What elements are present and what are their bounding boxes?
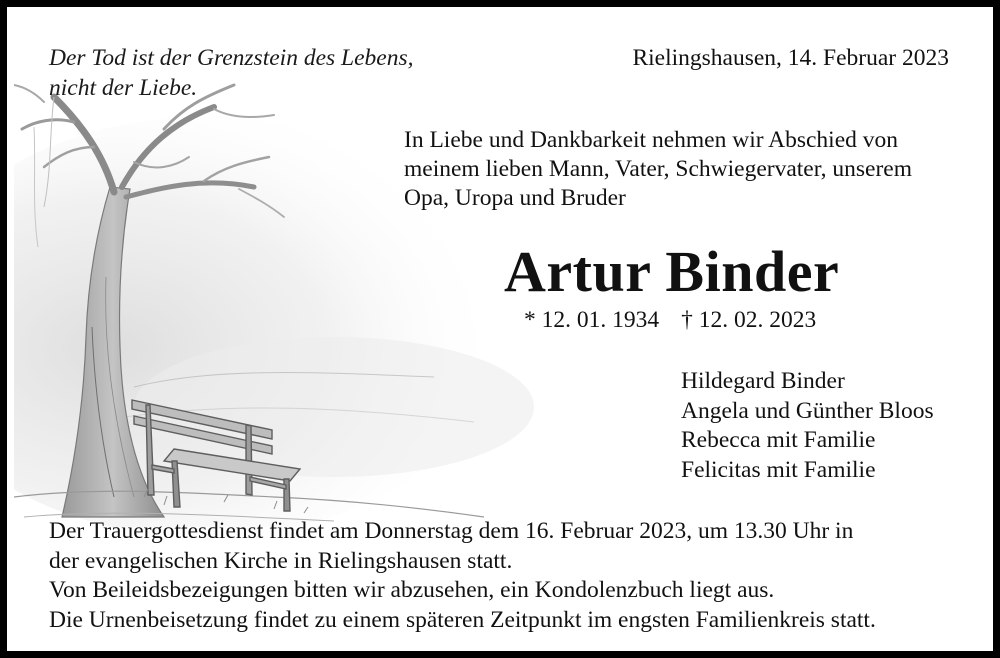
memorial-quote (49, 43, 489, 103)
service-notice (49, 517, 979, 635)
quote-line-2: nicht der Liebe. (49, 75, 198, 101)
intro-line-2: meinem lieben Mann, Vater, Schwiegervater, unserem (404, 156, 912, 182)
farewell-intro (404, 126, 984, 213)
quote-line-1: Der Tod ist der Grenzstein des Lebens, (49, 45, 414, 71)
place-and-date: Rielingshausen, 14. Februar 2023 (632, 45, 949, 71)
intro-line-1: In Liebe und Dankbarkeit nehmen wir Abschied von (404, 127, 899, 153)
notice-line: Die Urnenbeisetzung findet zu einem späteren Zeitpunkt im engsten Familienkreis statt. (49, 606, 876, 633)
death-date: † 12. 02. 2023 (681, 307, 817, 333)
mourner-item: Rebecca mit Familie (681, 427, 876, 453)
mourner-item: Hildegard Binder (681, 368, 845, 394)
mourner-item: Angela und Günther Bloos (681, 397, 934, 424)
mourner-item: Felicitas mit Familie (681, 456, 876, 483)
life-dates (524, 305, 816, 335)
notice-line: Der Trauergottesdienst findet am Donnerstag dem 16. Februar 2023, um 13.30 Uhr in (49, 518, 854, 544)
birth-date: * 12. 01. 1934 (524, 307, 660, 333)
mourners-list (681, 367, 934, 485)
notice-line: der evangelischen Kirche in Rielingshausen statt. (49, 547, 513, 574)
deceased-name: Artur Binder (504, 239, 840, 304)
notice-line: Von Beileidsbezeigungen bitten wir abzusehen, ein Kondolenzbuch liegt aus. (49, 577, 775, 603)
intro-line-3: Opa, Uropa und Bruder (404, 185, 626, 211)
